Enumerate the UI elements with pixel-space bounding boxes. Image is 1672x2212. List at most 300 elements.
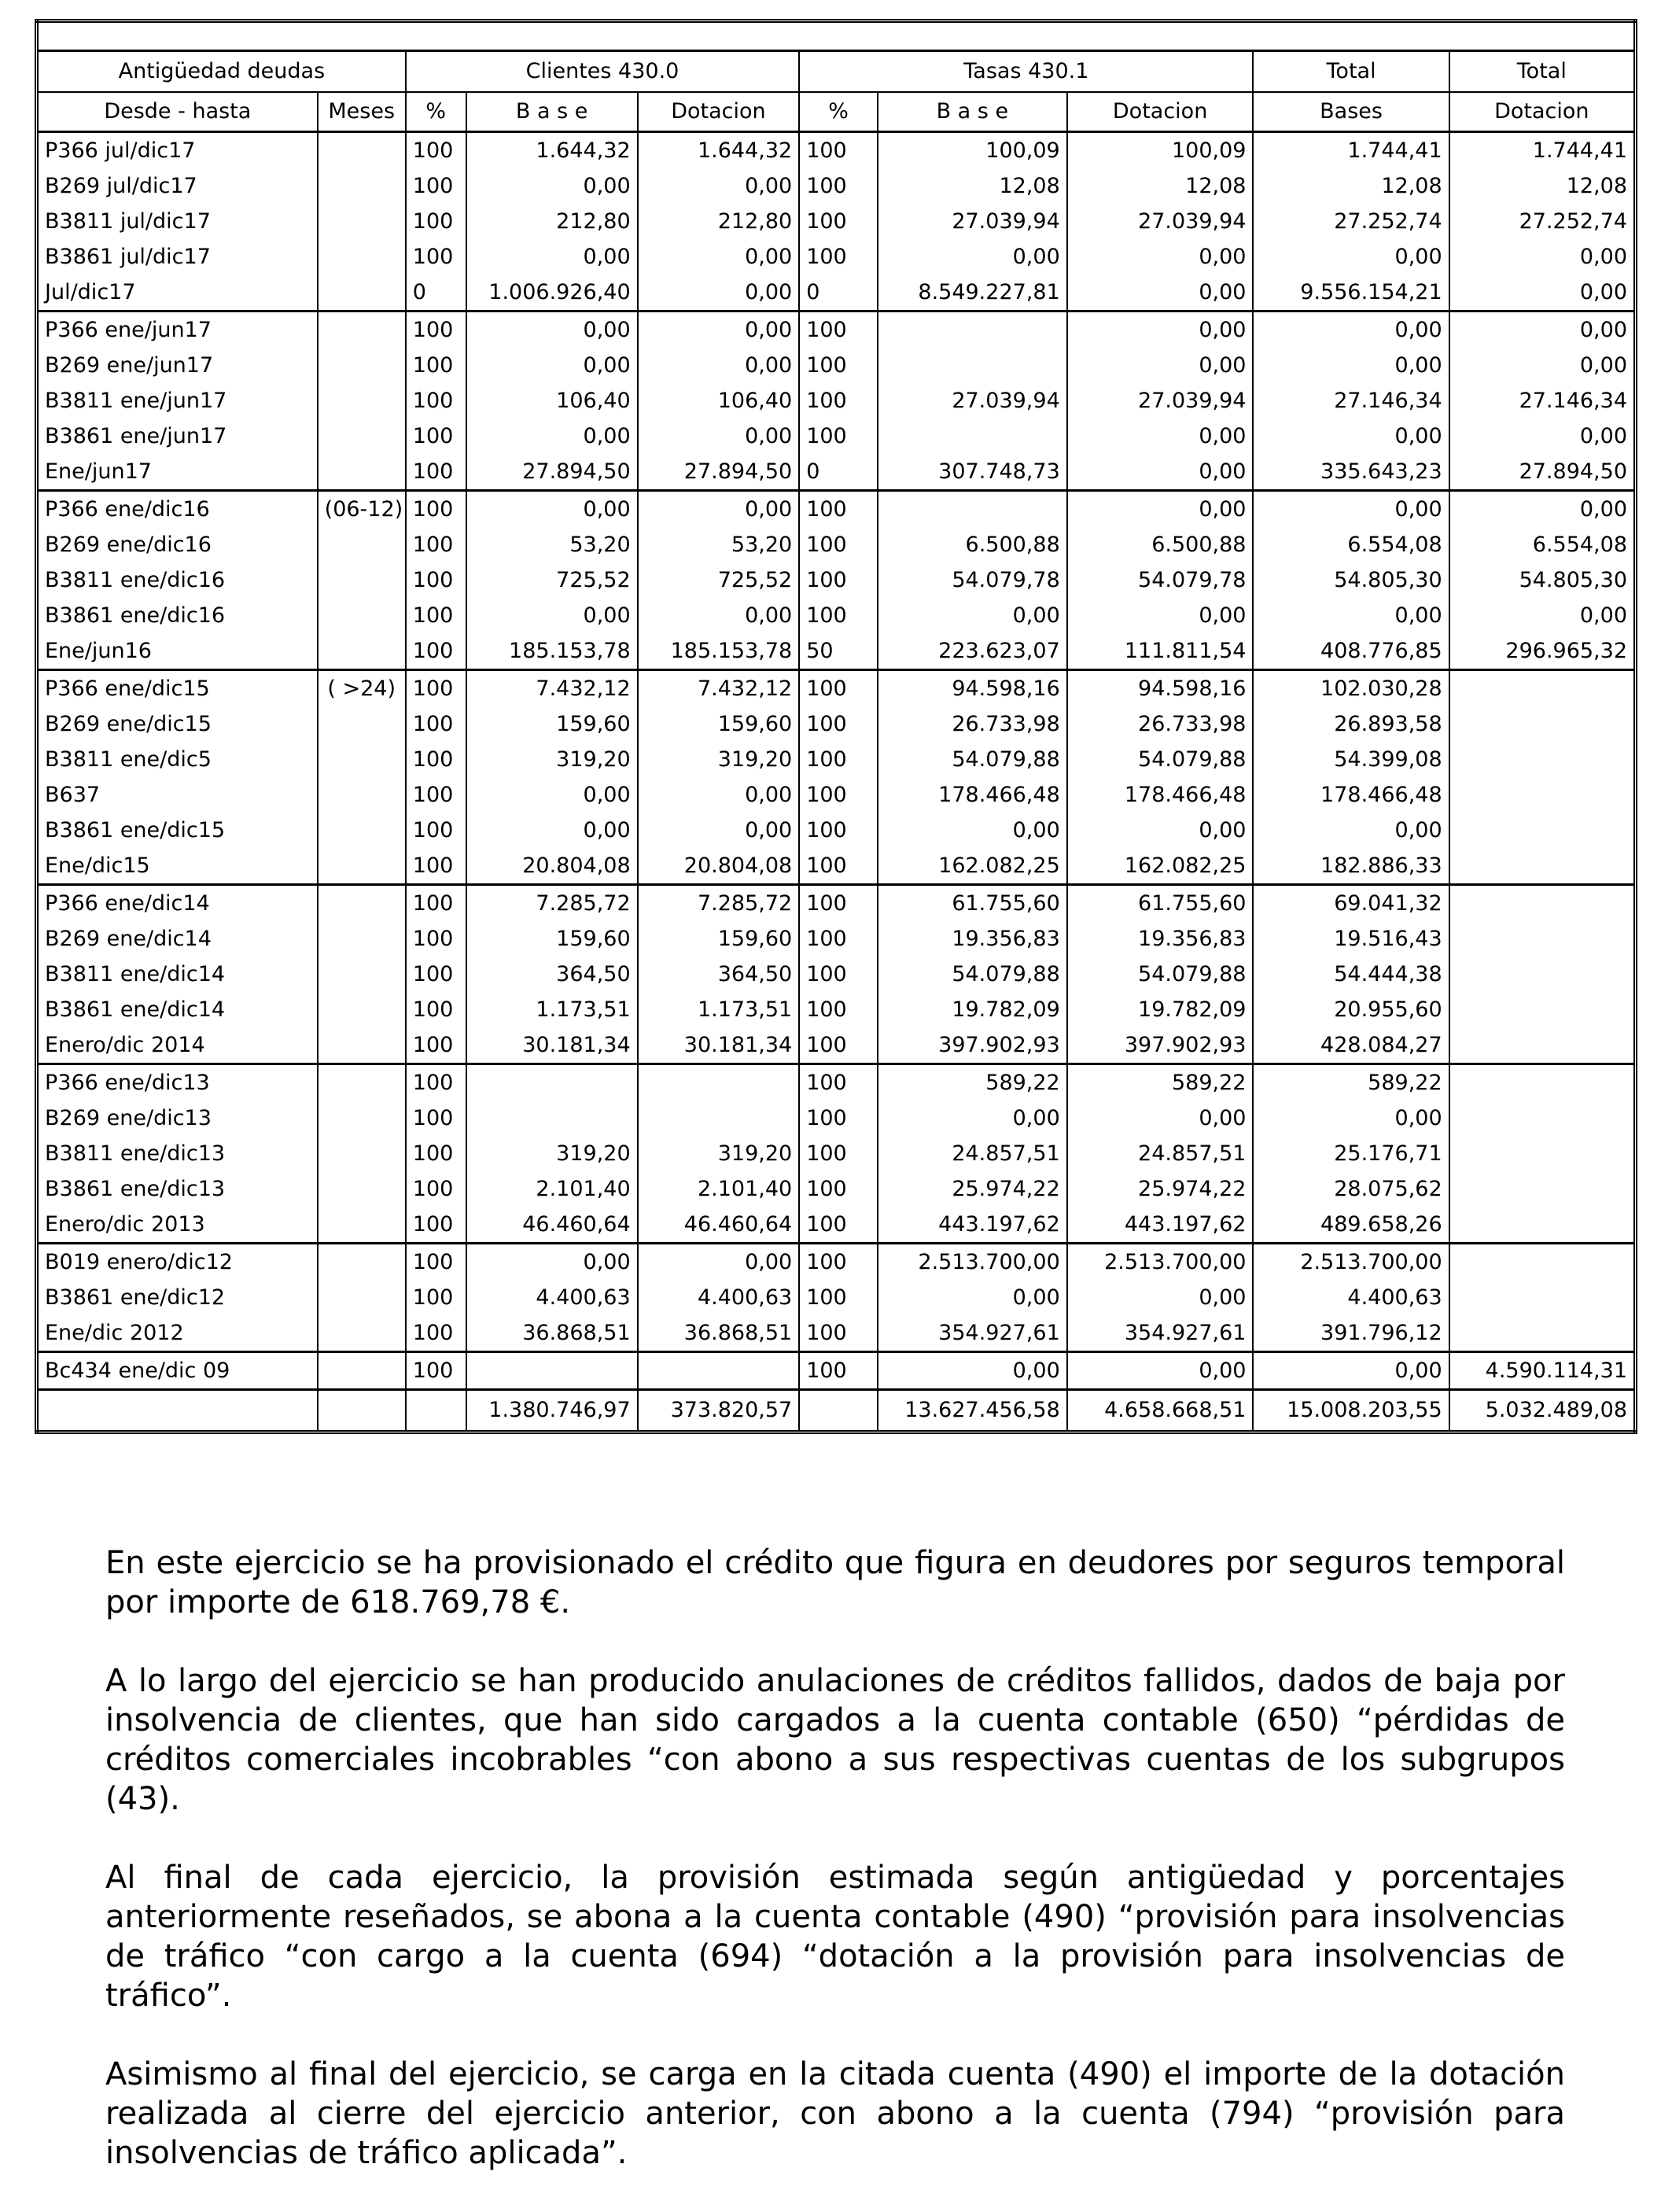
table-cell: 0,00 (1253, 491, 1449, 528)
total-cell: 15.008.203,55 (1253, 1390, 1449, 1432)
table-cell: 27.039,94 (878, 204, 1067, 239)
table-cell: 2.513.700,00 (1253, 1244, 1449, 1281)
table-cell: Jul/dic17 (37, 275, 318, 312)
table-cell: 26.733,98 (878, 706, 1067, 742)
table-cell: 0,00 (1253, 1352, 1449, 1390)
table-cell: 100 (799, 562, 878, 598)
table-row (37, 813, 1636, 848)
table-cell (318, 1064, 406, 1101)
table-cell: 2.513.700,00 (878, 1244, 1067, 1281)
table-cell: 0,00 (1067, 239, 1254, 275)
table-cell: 364,50 (466, 957, 638, 992)
table-cell: 100 (406, 957, 466, 992)
table-cell: 27.146,34 (1253, 383, 1449, 418)
table-cell: 0,00 (466, 348, 638, 383)
table-cell: 19.516,43 (1253, 921, 1449, 957)
table-row (37, 1136, 1636, 1171)
table-cell: 100 (799, 1171, 878, 1207)
table-cell: B3861 ene/dic16 (37, 598, 318, 633)
table-cell (318, 921, 406, 957)
table-cell: 0,00 (1449, 491, 1636, 528)
paragraph-cancellations: A lo largo del ejercicio se han producido anulaciones de créditos fallidos, dados de baja por insolvencia de clientes, que han sido cargados a la cuenta contable (650) “pérdidas de créditos comerciales incobrables “con abono a sus respectivas cuentas de los subgrupos (43). (105, 1663, 1565, 1817)
column-header-cell: Dotacion (1067, 92, 1254, 132)
table-cell: 9.556.154,21 (1253, 275, 1449, 312)
table-cell (318, 1027, 406, 1064)
table-cell: 0,00 (1067, 418, 1254, 454)
table-cell (466, 1064, 638, 1101)
table-cell: 27.039,94 (1067, 204, 1254, 239)
table-row (37, 275, 1636, 312)
table-cell: 100 (406, 992, 466, 1027)
table-cell: 100 (406, 454, 466, 491)
table-cell: 100 (406, 848, 466, 885)
table-cell: 162.082,25 (878, 848, 1067, 885)
table-cell: 0,00 (1449, 418, 1636, 454)
table-cell: Ene/jun16 (37, 633, 318, 670)
table-cell: 6.554,08 (1449, 527, 1636, 562)
table-cell: 1.744,41 (1253, 132, 1449, 169)
group-header-cell: Total (1449, 51, 1636, 93)
table-cell: 0,00 (466, 1244, 638, 1281)
table-cell: 100 (799, 527, 878, 562)
table-cell: 54.079,88 (1067, 742, 1254, 777)
column-header-cell: Dotacion (1449, 92, 1636, 132)
blank-cell (37, 21, 1636, 51)
total-cell (318, 1390, 406, 1432)
table-cell: 30.181,34 (466, 1027, 638, 1064)
table-cell: 54.444,38 (1253, 957, 1449, 992)
table-cell: 100 (406, 813, 466, 848)
table-cell (318, 848, 406, 885)
paragraph-provision-amount: En este ejercicio se ha provisionado el crédito que figura en deudores por seguros temporal por importe de 618.769,78 €. (105, 1545, 1565, 1620)
table-cell (1449, 777, 1636, 813)
table-cell (318, 1207, 406, 1244)
table-row (37, 921, 1636, 957)
table-cell (638, 1352, 800, 1390)
table-cell: 0,00 (466, 777, 638, 813)
table-cell: Bc434 ene/dic 09 (37, 1352, 318, 1390)
table-cell (318, 132, 406, 169)
table-cell (318, 418, 406, 454)
table-cell: 19.782,09 (1067, 992, 1254, 1027)
table-cell (318, 1100, 406, 1136)
table-cell (878, 348, 1067, 383)
table-cell: 0,00 (1253, 239, 1449, 275)
table-cell: 2.513.700,00 (1067, 1244, 1254, 1281)
table-cell: 0 (406, 275, 466, 312)
table-cell: 0,00 (878, 598, 1067, 633)
table-cell (878, 312, 1067, 348)
table-row (37, 491, 1636, 528)
table-cell (1449, 742, 1636, 777)
table-row (37, 562, 1636, 598)
table-cell: 100 (406, 1064, 466, 1101)
table-cell: B3811 ene/dic16 (37, 562, 318, 598)
table-cell: 212,80 (466, 204, 638, 239)
table-cell: 8.549.227,81 (878, 275, 1067, 312)
table-row (37, 1244, 1636, 1281)
group-header-cell: Tasas 430.1 (799, 51, 1253, 93)
table-cell: 27.894,50 (466, 454, 638, 491)
table-row (37, 204, 1636, 239)
table-cell: 100 (406, 777, 466, 813)
table-cell: 0,00 (878, 1100, 1067, 1136)
table-cell: 12,08 (1449, 168, 1636, 204)
table-cell: 106,40 (638, 383, 800, 418)
table-cell: 589,22 (1253, 1064, 1449, 1101)
table-cell: 27.894,50 (638, 454, 800, 491)
table-cell: 1.644,32 (638, 132, 800, 169)
table-cell: 7.285,72 (638, 885, 800, 922)
total-cell: 4.658.668,51 (1067, 1390, 1254, 1432)
table-cell: 0,00 (1253, 1100, 1449, 1136)
table-cell: 19.356,83 (878, 921, 1067, 957)
table-cell: 1.006.926,40 (466, 275, 638, 312)
column-header-cell: Bases (1253, 92, 1449, 132)
table-cell: 54.079,78 (878, 562, 1067, 598)
table-cell (466, 1352, 638, 1390)
table-cell: 111.811,54 (1067, 633, 1254, 670)
table-cell: 397.902,93 (1067, 1027, 1254, 1064)
table-cell: 24.857,51 (1067, 1136, 1254, 1171)
header-row-1 (37, 51, 1636, 93)
table-cell: 100 (799, 706, 878, 742)
table-cell: 1.173,51 (638, 992, 800, 1027)
table-cell: 354.927,61 (1067, 1315, 1254, 1352)
table-cell: 69.041,32 (1253, 885, 1449, 922)
table-cell: 26.733,98 (1067, 706, 1254, 742)
table-cell: B3861 jul/dic17 (37, 239, 318, 275)
table-cell: 20.804,08 (466, 848, 638, 885)
table-cell: 0,00 (1449, 312, 1636, 348)
table-cell: 30.181,34 (638, 1027, 800, 1064)
table-cell (318, 1315, 406, 1352)
table-row (37, 777, 1636, 813)
table-cell: 36.868,51 (638, 1315, 800, 1352)
table-cell (1449, 921, 1636, 957)
table-cell: 0,00 (1067, 1100, 1254, 1136)
table-cell: B3811 ene/jun17 (37, 383, 318, 418)
total-cell: 1.380.746,97 (466, 1390, 638, 1432)
table-cell: 100 (406, 1027, 466, 1064)
table-cell: B269 ene/jun17 (37, 348, 318, 383)
table-row (37, 1352, 1636, 1390)
column-header-cell: Desde - hasta (37, 92, 318, 132)
table-cell: 0,00 (466, 239, 638, 275)
table-cell: 100 (799, 383, 878, 418)
group-header-cell: Total (1253, 51, 1449, 93)
table-cell: 100 (406, 132, 466, 169)
table-cell (318, 777, 406, 813)
table-cell: 100 (799, 921, 878, 957)
table-cell (318, 383, 406, 418)
table-cell (1449, 706, 1636, 742)
table-cell: 100 (406, 491, 466, 528)
table-cell: 0,00 (878, 239, 1067, 275)
table-cell (318, 1171, 406, 1207)
table-cell: P366 ene/jun17 (37, 312, 318, 348)
table-cell: 335.643,23 (1253, 454, 1449, 491)
totals-row (37, 1390, 1636, 1432)
table-cell: 28.075,62 (1253, 1171, 1449, 1207)
table-cell: 100 (406, 1244, 466, 1281)
table-cell: 0,00 (1449, 275, 1636, 312)
table-cell: 26.893,58 (1253, 706, 1449, 742)
table-cell: 0,00 (1449, 598, 1636, 633)
table-cell: B019 enero/dic12 (37, 1244, 318, 1281)
table-cell: 54.805,30 (1449, 562, 1636, 598)
table-cell: 100 (406, 633, 466, 670)
table-cell (318, 1280, 406, 1315)
table-cell: 25.974,22 (878, 1171, 1067, 1207)
table-cell (878, 418, 1067, 454)
table-cell (1449, 813, 1636, 848)
table-cell: 0,00 (466, 491, 638, 528)
table-cell: 159,60 (466, 706, 638, 742)
table-cell: 100 (799, 885, 878, 922)
table-cell: 319,20 (638, 742, 800, 777)
table-cell (1449, 1171, 1636, 1207)
table-cell: 27.039,94 (878, 383, 1067, 418)
table-cell: 0,00 (1067, 454, 1254, 491)
table-cell: 7.432,12 (466, 670, 638, 707)
table-row (37, 848, 1636, 885)
table-cell: 0,00 (1253, 598, 1449, 633)
table-cell: B269 ene/dic15 (37, 706, 318, 742)
table-row (37, 1207, 1636, 1244)
table-cell: 100 (799, 239, 878, 275)
table-row (37, 1171, 1636, 1207)
table-cell: 725,52 (466, 562, 638, 598)
table-cell: 6.554,08 (1253, 527, 1449, 562)
table-cell: 428.084,27 (1253, 1027, 1449, 1064)
table-cell: 0,00 (638, 275, 800, 312)
column-header-cell: % (799, 92, 878, 132)
table-cell: 100 (406, 383, 466, 418)
table-cell: 0,00 (1067, 1352, 1254, 1390)
table-cell (1449, 992, 1636, 1027)
table-cell: 0 (799, 454, 878, 491)
table-cell: 100 (799, 1027, 878, 1064)
table-cell: 0,00 (466, 168, 638, 204)
table-cell (638, 1064, 800, 1101)
explanatory-text (105, 1543, 1565, 2212)
table-cell: (06-12) (318, 491, 406, 528)
table-cell: 100 (799, 742, 878, 777)
table-cell: 0,00 (1067, 491, 1254, 528)
table-cell: 178.466,48 (878, 777, 1067, 813)
table-cell (318, 706, 406, 742)
table-cell: 54.079,88 (878, 742, 1067, 777)
table-cell: 24.857,51 (878, 1136, 1067, 1171)
table-cell: 100 (799, 132, 878, 169)
table-cell: B3861 ene/dic14 (37, 992, 318, 1027)
table-cell: 162.082,25 (1067, 848, 1254, 885)
table-cell: 100 (406, 527, 466, 562)
table-cell: 0,00 (638, 418, 800, 454)
table-cell: 0,00 (1067, 1280, 1254, 1315)
table-cell: 0,00 (638, 813, 800, 848)
table-row (37, 670, 1636, 707)
table-cell: 106,40 (466, 383, 638, 418)
table-row (37, 885, 1636, 922)
table-cell (318, 527, 406, 562)
table-cell: B269 ene/dic16 (37, 527, 318, 562)
table-cell: B3811 ene/dic14 (37, 957, 318, 992)
table-cell: B3811 ene/dic5 (37, 742, 318, 777)
table-cell: 20.804,08 (638, 848, 800, 885)
table-cell: 100 (799, 1244, 878, 1281)
table-cell: 27.146,34 (1449, 383, 1636, 418)
table-cell (466, 1100, 638, 1136)
table-row (37, 957, 1636, 992)
table-cell: 4.400,63 (638, 1280, 800, 1315)
table-cell: P366 ene/dic15 (37, 670, 318, 707)
table-cell: 100 (799, 1352, 878, 1390)
column-header-cell: Dotacion (638, 92, 800, 132)
table-row (37, 1064, 1636, 1101)
table-cell: 53,20 (466, 527, 638, 562)
table-cell: 6.500,88 (1067, 527, 1254, 562)
table-cell (318, 168, 406, 204)
table-cell (878, 491, 1067, 528)
table-cell: 53,20 (638, 527, 800, 562)
table-cell: B3861 ene/dic12 (37, 1280, 318, 1315)
table-cell: 27.252,74 (1253, 204, 1449, 239)
table-row (37, 383, 1636, 418)
table-cell: 589,22 (1067, 1064, 1254, 1101)
table-cell: 0,00 (638, 312, 800, 348)
table-cell: 397.902,93 (878, 1027, 1067, 1064)
table-cell: 1.644,32 (466, 132, 638, 169)
table-cell: 0,00 (1067, 348, 1254, 383)
table-cell (1449, 1100, 1636, 1136)
column-header-cell: B a s e (878, 92, 1067, 132)
total-cell: 13.627.456,58 (878, 1390, 1067, 1432)
table-title-row (37, 21, 1636, 51)
table-cell: 0,00 (466, 598, 638, 633)
table-cell: 408.776,85 (1253, 633, 1449, 670)
table-cell: 100 (406, 1352, 466, 1390)
table-cell: 100 (406, 706, 466, 742)
table-cell (318, 813, 406, 848)
table-cell: 19.782,09 (878, 992, 1067, 1027)
table-cell: P366 ene/dic14 (37, 885, 318, 922)
table-cell: 296.965,32 (1449, 633, 1636, 670)
table-cell: 54.079,88 (1067, 957, 1254, 992)
table-row (37, 1100, 1636, 1136)
table-cell: 185.153,78 (466, 633, 638, 670)
table-row (37, 348, 1636, 383)
table-cell: 0,00 (638, 348, 800, 383)
table-cell: 100 (406, 1136, 466, 1171)
table-cell (1449, 1027, 1636, 1064)
table-cell: 25.176,71 (1253, 1136, 1449, 1171)
table-cell (318, 1244, 406, 1281)
table-cell: 100,09 (878, 132, 1067, 169)
table-cell: 0,00 (638, 239, 800, 275)
table-cell (1449, 1136, 1636, 1171)
table-cell: 100 (799, 813, 878, 848)
table-cell: 0,00 (1067, 813, 1254, 848)
table-cell (318, 1352, 406, 1390)
table-cell: 212,80 (638, 204, 800, 239)
table-cell: Enero/dic 2013 (37, 1207, 318, 1244)
table-cell: 100 (406, 1171, 466, 1207)
table-cell: 50 (799, 633, 878, 670)
table-cell: 100 (406, 1100, 466, 1136)
table-cell: 4.400,63 (1253, 1280, 1449, 1315)
table-cell: 100 (799, 670, 878, 707)
table-cell: P366 ene/dic16 (37, 491, 318, 528)
table-cell: 100 (799, 957, 878, 992)
table-cell: 443.197,62 (1067, 1207, 1254, 1244)
table-cell: 100 (406, 168, 466, 204)
table-cell: 7.285,72 (466, 885, 638, 922)
table-cell: 0,00 (878, 1280, 1067, 1315)
table-cell: 100 (406, 885, 466, 922)
table-cell: 4.590.114,31 (1449, 1352, 1636, 1390)
table-row (37, 742, 1636, 777)
table-cell: 307.748,73 (878, 454, 1067, 491)
table-cell: 391.796,12 (1253, 1315, 1449, 1352)
table-cell: 27.894,50 (1449, 454, 1636, 491)
table-cell: B637 (37, 777, 318, 813)
table-cell: 2.101,40 (638, 1171, 800, 1207)
table-cell: 0,00 (878, 813, 1067, 848)
table-cell: Enero/dic 2014 (37, 1027, 318, 1064)
table-cell: B3811 jul/dic17 (37, 204, 318, 239)
table-row (37, 239, 1636, 275)
table-cell: 159,60 (638, 706, 800, 742)
table-cell: 100 (406, 1280, 466, 1315)
group-header-cell: Antigüedad deudas (37, 51, 406, 93)
table-cell: 1.173,51 (466, 992, 638, 1027)
table-cell: 100 (406, 1315, 466, 1352)
table-cell: 182.886,33 (1253, 848, 1449, 885)
table-cell (318, 992, 406, 1027)
table-cell: 61.755,60 (878, 885, 1067, 922)
table-cell: 100 (799, 418, 878, 454)
table-cell: Ene/jun17 (37, 454, 318, 491)
table-cell: 100 (799, 491, 878, 528)
table-cell: 54.079,88 (878, 957, 1067, 992)
table-cell: P366 jul/dic17 (37, 132, 318, 169)
table-cell (1449, 1244, 1636, 1281)
table-cell (318, 562, 406, 598)
table-cell: 25.974,22 (1067, 1171, 1254, 1207)
table-cell: 489.658,26 (1253, 1207, 1449, 1244)
table-cell (318, 204, 406, 239)
table-cell: 27.039,94 (1067, 383, 1254, 418)
table-cell: 319,20 (466, 1136, 638, 1171)
table-row (37, 1280, 1636, 1315)
table-row (37, 598, 1636, 633)
table-cell: 6.500,88 (878, 527, 1067, 562)
table-cell: 20.955,60 (1253, 992, 1449, 1027)
table-cell: 100 (406, 348, 466, 383)
table-row (37, 312, 1636, 348)
table-row (37, 418, 1636, 454)
table-cell: 159,60 (638, 921, 800, 957)
table-cell: 12,08 (1253, 168, 1449, 204)
table-cell: 0,00 (1067, 275, 1254, 312)
header-row-2 (37, 92, 1636, 132)
table-cell: 27.252,74 (1449, 204, 1636, 239)
table-cell (318, 633, 406, 670)
table-cell: 0,00 (638, 1244, 800, 1281)
table-cell: 443.197,62 (878, 1207, 1067, 1244)
